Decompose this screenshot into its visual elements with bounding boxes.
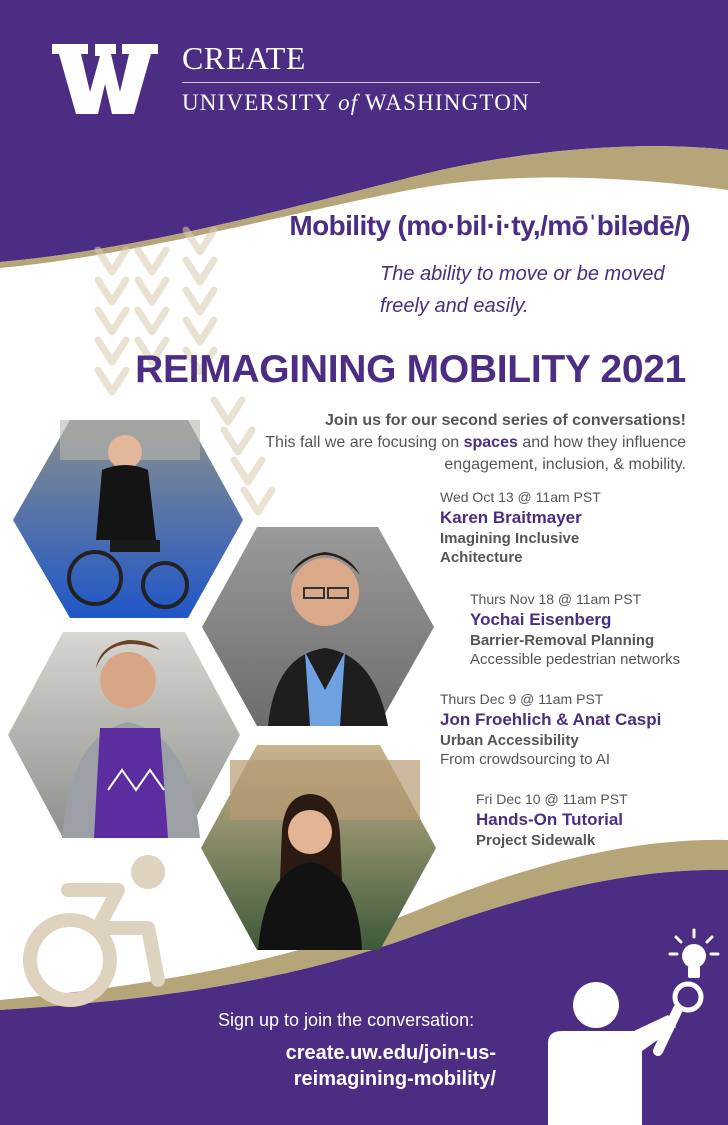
event-1-speaker: Karen Braitmayer — [440, 508, 582, 527]
signup-url[interactable] — [196, 1040, 496, 1092]
event-2 — [470, 590, 680, 669]
signup-url-line-2[interactable]: reimagining-mobility/ — [293, 1068, 496, 1090]
brand-university: UNIVERSITY of WASHINGTON — [182, 90, 530, 115]
event-4-speaker: Hands-On Tutorial — [476, 810, 624, 829]
event-3-date: Thurs Dec 9 @ 11am PST — [440, 691, 604, 707]
poster-title: REIMAGINING MOBILITY 2021 — [135, 348, 686, 391]
definition-heading: Mobility (mo·bil·i·ty,/mōˈbilədē/) — [289, 210, 690, 241]
event-2-topic: Barrier-Removal Planning — [470, 632, 655, 649]
event-4-date: Fri Dec 10 @ 11am PST — [476, 791, 628, 807]
photo-yochai-eisenberg — [202, 527, 434, 726]
brand-divider — [182, 82, 540, 83]
event-4 — [476, 790, 628, 850]
intro-body: This fall we are focusing on spaces and how they influence engagement, inclusion, & mobility. — [265, 434, 686, 473]
wheelchair-icon — [8, 850, 178, 1010]
event-1 — [440, 488, 601, 567]
event-3 — [440, 690, 661, 769]
event-1-date: Wed Oct 13 @ 11am PST — [440, 489, 601, 505]
event-3-topic: Urban Accessibility — [440, 732, 579, 749]
uw-w-logo — [52, 44, 158, 114]
brand-create: CREATE — [182, 40, 306, 76]
definition-body: The ability to move or be moved freely and easily. — [380, 263, 665, 317]
intro-highlight: spaces — [463, 434, 518, 451]
event-1-topic-line-2: Achitecture — [440, 549, 523, 566]
event-4-topic: Project Sidewalk — [476, 832, 596, 849]
signup-label: Sign up to join the conversation: — [218, 1010, 475, 1030]
event-1-topic-line-1: Imagining Inclusive — [440, 530, 580, 547]
intro-lead: Join us for our second series of conversations! — [325, 412, 686, 429]
event-2-subtopic: Accessible pedestrian networks — [470, 651, 681, 668]
photo-karen-braitmayer — [13, 420, 243, 618]
event-2-speaker: Yochai Eisenberg — [470, 610, 612, 629]
event-3-speaker: Jon Froehlich & Anat Caspi — [440, 710, 662, 729]
photo-anat-caspi — [201, 745, 436, 950]
event-2-date: Thurs Nov 18 @ 11am PST — [470, 591, 642, 607]
signup-url-line-1[interactable]: create.uw.edu/join-us- — [285, 1042, 496, 1064]
event-3-subtopic: From crowdsourcing to AI — [440, 751, 611, 768]
person-with-prosthetic-arm-icon — [538, 975, 710, 1125]
photo-jon-froehlich — [8, 632, 240, 838]
